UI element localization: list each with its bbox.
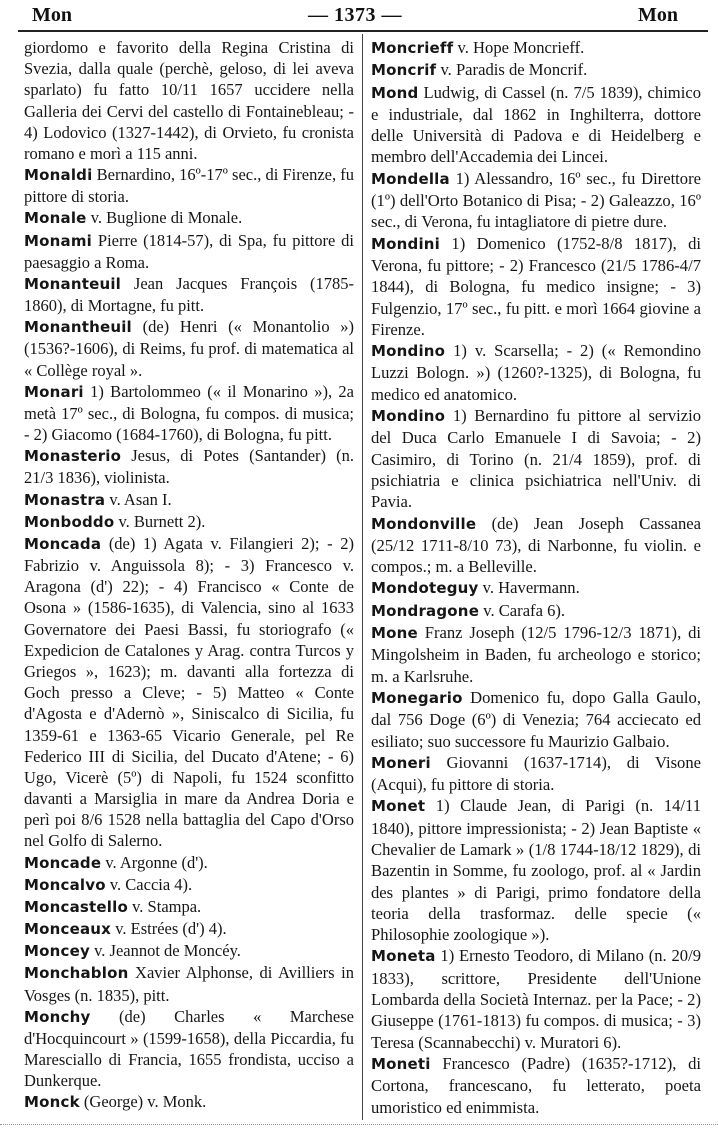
entry-headword: Monboddo: [24, 512, 115, 531]
entry-text: v. Estrées (d') 4).: [115, 919, 227, 939]
dictionary-entry: [371, 752, 701, 796]
entry-text: v. Caccia 4).: [109, 874, 193, 894]
entry-text: v. Carafa 6).: [483, 600, 566, 620]
entry-headword: Moncalvo: [24, 875, 106, 894]
entry-text: v. Havermann.: [482, 578, 580, 598]
entry-text: v. Buglione di Monale.: [90, 208, 243, 228]
entry-text: v. Paradis de Moncrif.: [440, 60, 588, 80]
entry-text: 1) Bernardino fu pittore al servizio del Duca Carlo Emanuele I di Savoia; - 2) Casimiro, di Torino (n. 21/4 1859), prof. di psichiatria e clinica psichiatrica nell'Univ. di Pavia.: [371, 406, 701, 512]
entry-text: Giovanni (1637-1714), di Visone (Acqui), fu pittore di storia.: [371, 752, 701, 795]
entry-headword: Monantheuil: [24, 318, 132, 337]
entry-headword: Monchablon: [24, 964, 129, 983]
dictionary-entry: [24, 445, 354, 488]
dictionary-entry: [371, 795, 701, 945]
dictionary-entry: [24, 962, 354, 1005]
dictionary-entry: [371, 687, 701, 752]
dictionary-entry: [371, 82, 701, 168]
entry-text: Ludwig, di Cassel (n. 7/5 1839), chimico e industriale, dal 1862 in Inghilterra, dottore delle Università di Padova e di Heidelberg e membro dell'Accademia dei Lincei.: [371, 82, 701, 167]
dictionary-entry: [24, 37, 354, 164]
dictionary-entry: [24, 273, 354, 316]
right-column: [371, 37, 701, 1118]
dictionary-entry: [24, 852, 354, 874]
dictionary-entry: [24, 940, 354, 962]
dictionary-entry: [24, 1006, 354, 1092]
entry-headword: Moneti: [371, 1054, 431, 1073]
entry-headword: Mond: [371, 83, 419, 102]
dictionary-entry: [24, 489, 354, 511]
dictionary-entry: [371, 1053, 701, 1118]
entry-text: 1) Domenico (1752-8/8 1817), di Verona, fu pittore; - 2) Francesco (21/5 1786-4/7 1844), di Bologna, fu medico insigne; - 3) Fulgenzio, 17º sec., fu pitt. e morì 1664 giovine a Firenze.: [371, 233, 701, 339]
entry-text: 1) Alessandro, 16º sec., fu Direttore (1º) dell'Orto Botanico di Pisa; - 2) Galeazzo, 16º sec., di Verona, fu intagliatore di pietre dure.: [371, 168, 701, 232]
dictionary-entry: [371, 622, 701, 687]
dictionary-entry: [24, 533, 354, 852]
entry-headword: Monasterio: [24, 447, 122, 466]
entry-headword: Monchy: [24, 1007, 91, 1026]
entry-headword: Monck: [24, 1093, 80, 1112]
entry-text: v. Burnett 2).: [118, 511, 206, 531]
entry-headword: Monaldi: [24, 166, 93, 185]
entry-text: v. Argonne (d').: [105, 852, 208, 872]
entry-text: (George) v. Monk.: [83, 1092, 207, 1112]
entry-text: v. Jeannot de Moncéy.: [94, 941, 241, 961]
dictionary-entry: [24, 381, 354, 446]
entry-text: Pierre (1814-57), di Spa, fu pittore di paesaggio a Roma.: [24, 230, 354, 272]
entry-text: Francesco (Padre) (1635?-1712), di Cortona, francescano, fu letterato, poeta umoristico ed enimmista.: [371, 1053, 701, 1117]
entry-headword: Moncey: [24, 942, 90, 961]
dictionary-entry: [24, 918, 354, 940]
entry-text: (de) Henri (« Monantolio ») (1536?-1606), di Reims, fu prof. di matematica al « Collège royal ».: [24, 317, 355, 380]
dictionary-entry: [371, 577, 701, 599]
dictionary-entry: [24, 511, 354, 533]
entry-text: Xavier Alphonse, di Avilliers in Vosges (n. 1835), pitt.: [24, 963, 354, 1005]
dictionary-entry: [24, 230, 354, 273]
entry-text: 1) Ernesto Teodoro, di Milano (n. 20/9 1833), scrittore, Presidente dell'Unione Lombarda della Società Internaz. per la Pace; - 2) Giuseppe (1761-1813) fu compos. di musica; - 3) Teresa (Scannabecchi) v. Muratori 6).: [371, 946, 701, 1052]
entry-text: (de) Charles « Marchese d'Hocquincourt » (1599-1658), della Piccardia, fu Maresciallo di Francia, 1655 frondista, ucciso a Dunkerque.: [24, 1006, 354, 1091]
dictionary-entry: [371, 37, 701, 59]
dictionary-entry: [24, 896, 354, 918]
entry-text: 1) Bartolommeo (« il Monarino »), 2a metà 17º sec., di Bologna, fu compos. di musica; - 2) Giacomo (1684-1760), di Bologna, fu pitt.: [24, 381, 354, 445]
entry-headword: Monastra: [24, 490, 106, 509]
entry-text: 1) Claude Jean, di Parigi (n. 14/11 1840), pittore impressionista; - 2) Jean Baptiste « Chevalier de Lamark » (1/8 1744-18/12 1829), di Bazentin in Somme, fu zoologo, prof. al « Jardin des plantes » di Parigi, primo fondatore della teoria della trasformaz. delle specie (« Philosophie zoologique »).: [371, 796, 701, 945]
entry-headword: Monet: [371, 797, 426, 816]
entry-text: (de) 1) Agata v. Filangieri 2); - 2) Fabrizio v. Anguissola 8); - 3) Francesco v. Aragona (d') 22); - 4) Francisco « Conte de Osona » (1586-1635), di Valencia, sino al 1633 Governatore dei Paesi Bassi, fu storiografo (« Expedicion de Catalones y Arag. contra Turcos y Griegos », 1623); m. davanti alla fortezza di Goch presso a Cleve; - 5) Matteo « Conte d'Agosta e d'Adernò », Siniscalco di Sicilia, fu 1359-61 e 1363-65 Vicario Generale, pel Re Federico III di Sicilia, del Ducato d'Atene; - 6) Ugo, Vicerè (5º) di Napoli, fu 1524 sconfitto davanti a Marsiglia in mare da Andrea Doria e perì poi 8/6 1528 nella battaglia del Capo d'Orso nel Golfo di Salerno.: [24, 533, 354, 851]
dictionary-entry: [371, 340, 701, 405]
entry-headword: Moncada: [24, 534, 102, 553]
entry-headword: Mondonville: [371, 514, 477, 533]
entry-headword: Mondino: [371, 407, 446, 426]
entry-headword: Monceaux: [24, 920, 112, 939]
entry-text: (de) Jean Joseph Cassanea (25/12 1711-8/10 73), di Narbonne, fu violin. e compos.; m. a Belleville.: [371, 513, 701, 577]
page-header: [22, 2, 708, 28]
entry-text: v. Stampa.: [132, 896, 202, 916]
column-divider: [362, 34, 363, 1120]
entry-headword: Mone: [371, 624, 418, 643]
entry-text: 1) v. Scarsella; - 2) (« Remondino Luzzi Bologn. ») (1260?-1325), di Bologna, fu medico ed anatomico.: [371, 341, 701, 404]
entry-headword: Monami: [24, 231, 93, 250]
header-rule: [18, 30, 708, 32]
dictionary-entry: [371, 513, 701, 578]
entry-text: Jesus, di Potes (Santander) (n. 21/3 1836), violinista.: [24, 446, 354, 488]
header-left-word: Mon: [32, 3, 72, 26]
dictionary-entry: [371, 600, 701, 622]
entry-text: v. Hope Moncrieff.: [457, 38, 585, 57]
dictionary-entry: [24, 316, 354, 381]
dictionary-entry: [24, 207, 354, 229]
left-column: [24, 37, 354, 1114]
dictionary-entry: [24, 1091, 354, 1113]
entry-headword: Moncrif: [371, 61, 437, 80]
entry-headword: Mondragone: [371, 601, 480, 620]
entry-headword: Moncastello: [24, 897, 128, 916]
entry-headword: Moncrieff: [371, 39, 454, 57]
entry-headword: Moneri: [371, 753, 431, 772]
entry-text: giordomo e favorito della Regina Cristina di Svezia, dalla quale (perchè, geloso, di lei aveva sparlato) fu fatto 10/11 1657 uccidere nella Galleria dei Cervi del castello di Fontainebleau; - 4) Lodovico (1327-1442), di Orvieto, fu cronista romano e morì a 115 anni.: [24, 38, 354, 163]
entry-text: v. Asan I.: [109, 489, 172, 509]
entry-headword: Moneta: [371, 947, 436, 966]
entry-headword: Mondella: [371, 169, 450, 188]
entry-headword: Monegario: [371, 688, 463, 707]
entry-text: Franz Joseph (12/5 1796-12/3 1871), di Mingolsheim in Baden, fu archeologo e storico; m. a Karlsruhe.: [371, 623, 701, 686]
entry-headword: Mondino: [371, 342, 446, 361]
dictionary-entry: [371, 59, 701, 81]
dictionary-entry: [371, 168, 701, 233]
entry-headword: Mondoteguy: [371, 579, 479, 598]
footer-rule: [0, 1124, 718, 1131]
dictionary-entry: [371, 405, 701, 512]
entry-headword: Monanteuil: [24, 274, 122, 293]
page-number: — 1373 —: [308, 3, 402, 26]
entry-text: Jean Jacques François (1785-1860), di Mortagne, fu pitt.: [24, 273, 355, 316]
entry-text: Domenico fu, dopo Galla Gaulo, dal 756 Doge (6º) di Venezia; 764 acciecato ed esiliato; suo successore fu Maurizio Galbaio.: [371, 687, 701, 751]
entry-headword: Moncade: [24, 853, 102, 872]
dictionary-entry: [24, 164, 354, 207]
dictionary-entry: [371, 945, 701, 1052]
entry-headword: Monale: [24, 209, 87, 228]
entry-headword: Monari: [24, 382, 84, 401]
entry-headword: Mondini: [371, 234, 441, 253]
entry-text: Bernardino, 16º-17º sec., di Firenze, fu pittore di storia.: [24, 165, 355, 207]
header-right-word: Mon: [638, 3, 678, 26]
dictionary-entry: [24, 874, 354, 896]
dictionary-entry: [371, 233, 701, 340]
